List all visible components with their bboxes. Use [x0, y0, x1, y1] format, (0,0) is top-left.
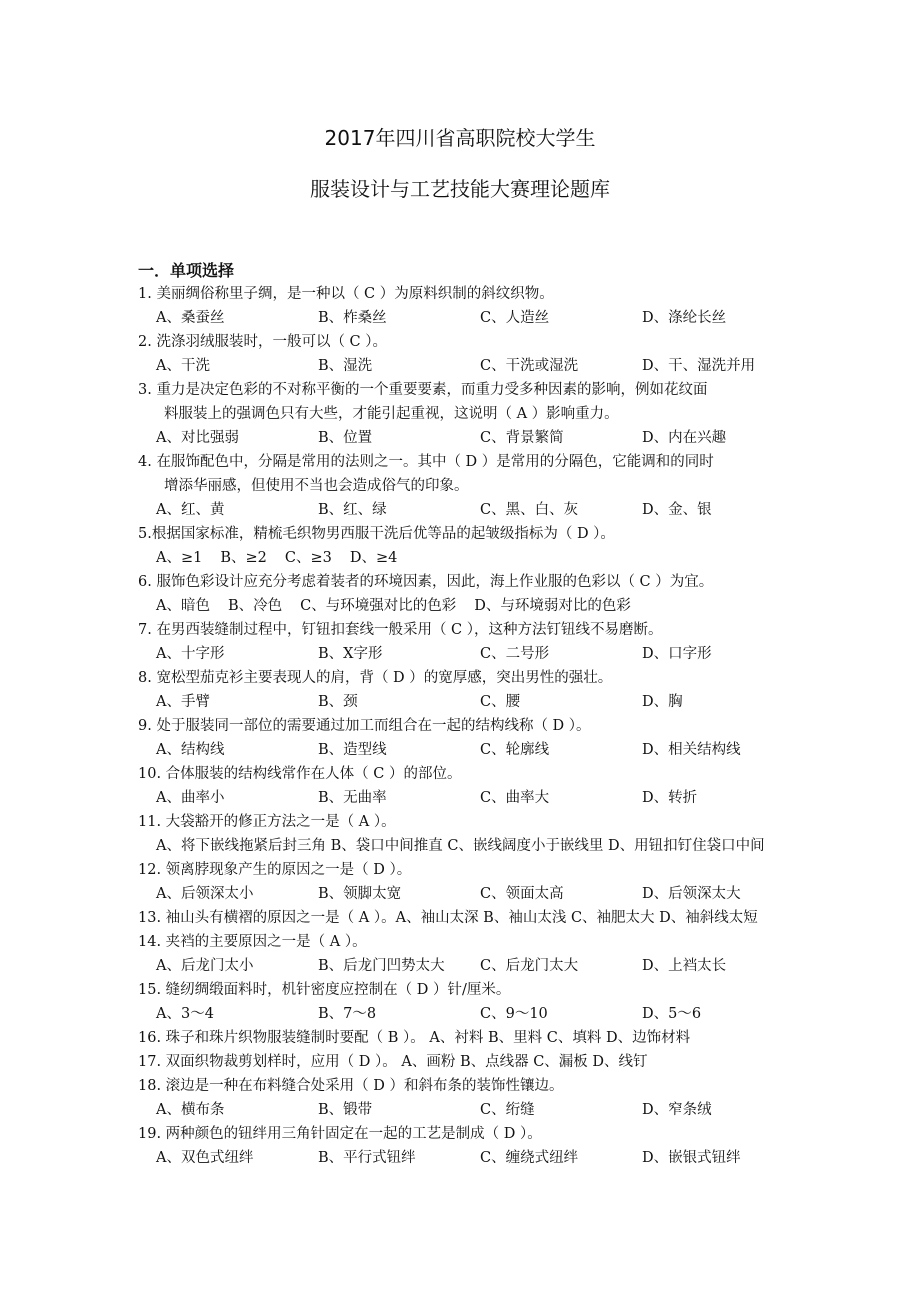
answer-options	[138, 594, 798, 618]
question-item	[138, 978, 798, 1026]
section-heading: 一．单项选择	[138, 261, 235, 280]
question-item	[138, 762, 798, 810]
answer-option: D、上裆太长	[642, 958, 727, 974]
answer-option: D、相关结构线	[642, 742, 741, 758]
question-text-continued: 料服装上的强调色只有大些，才能引起重视，这说明（ A ）影响重力。	[164, 406, 619, 422]
question-item	[138, 930, 798, 978]
answer-option: C、后龙门太大	[480, 958, 579, 974]
question-item	[138, 282, 798, 330]
answer-option: B、位置	[318, 430, 373, 446]
question-item	[138, 570, 798, 618]
answer-option: A、≥1	[156, 550, 203, 566]
question-list	[138, 282, 798, 1170]
answer-option: C、轮廓线	[480, 742, 550, 758]
question-item	[138, 810, 798, 858]
question-item	[138, 330, 798, 378]
answer-option: D、5～6	[642, 1006, 702, 1022]
answer-option: A、对比强弱	[156, 430, 239, 446]
question-text: 2. 洗涤羽绒服装时，一般可以（ C ）。	[138, 334, 388, 350]
question-item	[138, 1026, 798, 1050]
answer-option: A、红、黄	[156, 502, 225, 518]
answer-option: B、7～8	[318, 1006, 377, 1022]
answer-option: D、与环境弱对比的色彩	[474, 598, 631, 614]
question-text: 10. 合体服装的结构线常作在人体（ C ）的部位。	[138, 766, 462, 782]
answer-option: A、横布条	[156, 1102, 225, 1118]
answer-option: B、锻带	[318, 1102, 373, 1118]
answer-option: B、平行式钮绊	[318, 1150, 416, 1166]
answer-option: A、十字形	[156, 646, 225, 662]
answer-option: C、9～10	[480, 1006, 548, 1022]
answer-option: A、后领深太小	[156, 886, 254, 902]
answer-option: D、窄条绒	[642, 1102, 712, 1118]
answer-option: A、3～4	[156, 1006, 214, 1022]
answer-option: B、X字形	[318, 646, 383, 662]
answer-option: C、黑、白、灰	[480, 502, 579, 518]
answer-option: B、后龙门凹势太大	[318, 958, 445, 974]
answer-option: A、结构线	[156, 742, 225, 758]
question-item	[138, 450, 798, 522]
question-options-inline: A、将下嵌线拖紧后封三角 B、袋口中间推直 C、嵌线阔度小于嵌线里 D、用钮扣钉住袋口中间	[156, 838, 765, 854]
answer-option: C、腰	[480, 694, 521, 710]
answer-options	[138, 642, 798, 666]
answer-option: D、干、湿洗并用	[642, 358, 756, 374]
question-text: 5.根据国家标准，精梳毛织物男西服干洗后优等品的起皱级指标为（ D ）。	[138, 526, 615, 542]
document-title-line-1: 2017年四川省高职院校大学生	[324, 126, 596, 150]
answer-option: D、金、银	[642, 502, 712, 518]
answer-option: D、口字形	[642, 646, 712, 662]
answer-option: A、后龙门太小	[156, 958, 254, 974]
question-text: 15. 缝纫绸缎面料时，机针密度应控制在（ D ）针/厘米。	[138, 982, 511, 998]
question-text: 8. 宽松型茄克衫主要表现人的肩，背（ D ）的宽厚感，突出男性的强壮。	[138, 670, 613, 686]
question-item	[138, 378, 798, 450]
answer-option: C、干洗或湿洗	[480, 358, 579, 374]
answer-option: C、人造丝	[480, 310, 550, 326]
answer-options	[138, 882, 798, 906]
answer-option: D、内在兴趣	[642, 430, 727, 446]
answer-options	[138, 1098, 798, 1122]
question-item	[138, 522, 798, 570]
question-text: 17. 双面织物裁剪划样时，应用（ D ）。 A、画粉 B、点线器 C、漏板 D、线钉	[138, 1054, 648, 1070]
answer-option: C、领面太高	[480, 886, 564, 902]
answer-option: B、冷色	[227, 598, 283, 614]
answer-option: B、柞桑丝	[318, 310, 387, 326]
question-item	[138, 906, 798, 930]
answer-options	[138, 546, 798, 570]
answer-options	[138, 954, 798, 978]
question-text: 16. 珠子和珠片织物服装缝制时要配（ B ）。 A、衬料 B、里料 C、填料 D、边饰材料	[138, 1030, 691, 1046]
answer-options	[138, 786, 798, 810]
answer-option: D、胸	[642, 694, 683, 710]
answer-option: C、缠绕式纽绊	[480, 1150, 579, 1166]
answer-option: B、造型线	[318, 742, 387, 758]
answer-option: C、背景繁简	[480, 430, 564, 446]
answer-options	[138, 426, 798, 450]
answer-option: C、≥3	[284, 550, 332, 566]
answer-options	[138, 498, 798, 522]
answer-option: B、湿洗	[318, 358, 373, 374]
question-text: 13. 袖山头有横褶的原因之一是（ A ）。A、袖山太深 B、袖山太浅 C、袖肥太大 D、袖斜线太短	[138, 910, 758, 926]
document-title-line-2: 服装设计与工艺技能大赛理论题库	[310, 177, 610, 201]
answer-option: B、红、绿	[318, 502, 387, 518]
answer-option: C、曲率大	[480, 790, 550, 806]
question-text: 11. 大袋豁开的修正方法之一是（ A ）。	[138, 814, 396, 830]
question-item	[138, 1074, 798, 1122]
answer-option: A、干洗	[156, 358, 210, 374]
answer-option: D、涤纶长丝	[642, 310, 727, 326]
question-item	[138, 618, 798, 666]
answer-option: B、领脚太宽	[318, 886, 402, 902]
answer-option: C、与环境强对比的色彩	[300, 598, 457, 614]
question-item	[138, 1122, 798, 1170]
answer-option: D、嵌银式钮绊	[642, 1150, 741, 1166]
answer-option: A、曲率小	[156, 790, 225, 806]
question-text: 6. 服饰色彩设计应充分考虑着装者的环境因素，因此，海上作业服的色彩以（ C ）为宜。	[138, 574, 714, 590]
question-text: 18. 滚边是一种在布料缝合处采用（ D ）和斜布条的装饰性镶边。	[138, 1078, 564, 1094]
question-text: 14. 夹裆的主要原因之一是（ A ）。	[138, 934, 367, 950]
answer-options	[138, 1002, 798, 1026]
answer-option: A、桑蚕丝	[156, 310, 225, 326]
question-text: 4. 在服饰配色中，分隔是常用的法则之一。其中（ D ）是常用的分隔色，它能调和的同时	[138, 454, 714, 470]
answer-options	[138, 1146, 798, 1170]
answer-option: C、绗缝	[480, 1102, 535, 1118]
question-item	[138, 714, 798, 762]
question-text: 19. 两种颜色的钮绊用三角针固定在一起的工艺是制成（ D ）。	[138, 1126, 542, 1142]
answer-option: A、手臂	[156, 694, 210, 710]
question-text: 12. 领离脖现象产生的原因之一是（ D ）。	[138, 862, 412, 878]
answer-options	[138, 690, 798, 714]
answer-options	[138, 354, 798, 378]
answer-option: B、无曲率	[318, 790, 387, 806]
answer-option: A、暗色	[156, 598, 210, 614]
question-text: 1. 美丽绸俗称里子绸，是一种以（ C ）为原料织制的斜纹织物。	[138, 286, 554, 302]
question-text-continued: 增添华丽感，但使用不当也会造成俗气的印象。	[164, 478, 469, 494]
answer-options	[138, 306, 798, 330]
answer-options	[138, 738, 798, 762]
answer-option: B、颈	[318, 694, 358, 710]
question-text: 7. 在男西装缝制过程中，钉钮扣套线一般采用（ C ），这种方法钉钮线不易磨断。	[138, 622, 663, 638]
question-text: 3. 重力是决定色彩的不对称平衡的一个重要要素，而重力受多种因素的影响，例如花纹面	[138, 382, 708, 398]
answer-option: B、≥2	[220, 550, 267, 566]
answer-option: D、≥4	[349, 550, 398, 566]
answer-option: D、转折	[642, 790, 698, 806]
question-text: 9. 处于服装同一部位的需要通过加工而组合在一起的结构线称（ D ）。	[138, 718, 591, 734]
question-item	[138, 858, 798, 906]
answer-option: C、二号形	[480, 646, 550, 662]
answer-option: A、双色式纽绊	[156, 1150, 254, 1166]
question-item	[138, 1050, 798, 1074]
answer-option: D、后领深太大	[642, 886, 741, 902]
question-item	[138, 666, 798, 714]
